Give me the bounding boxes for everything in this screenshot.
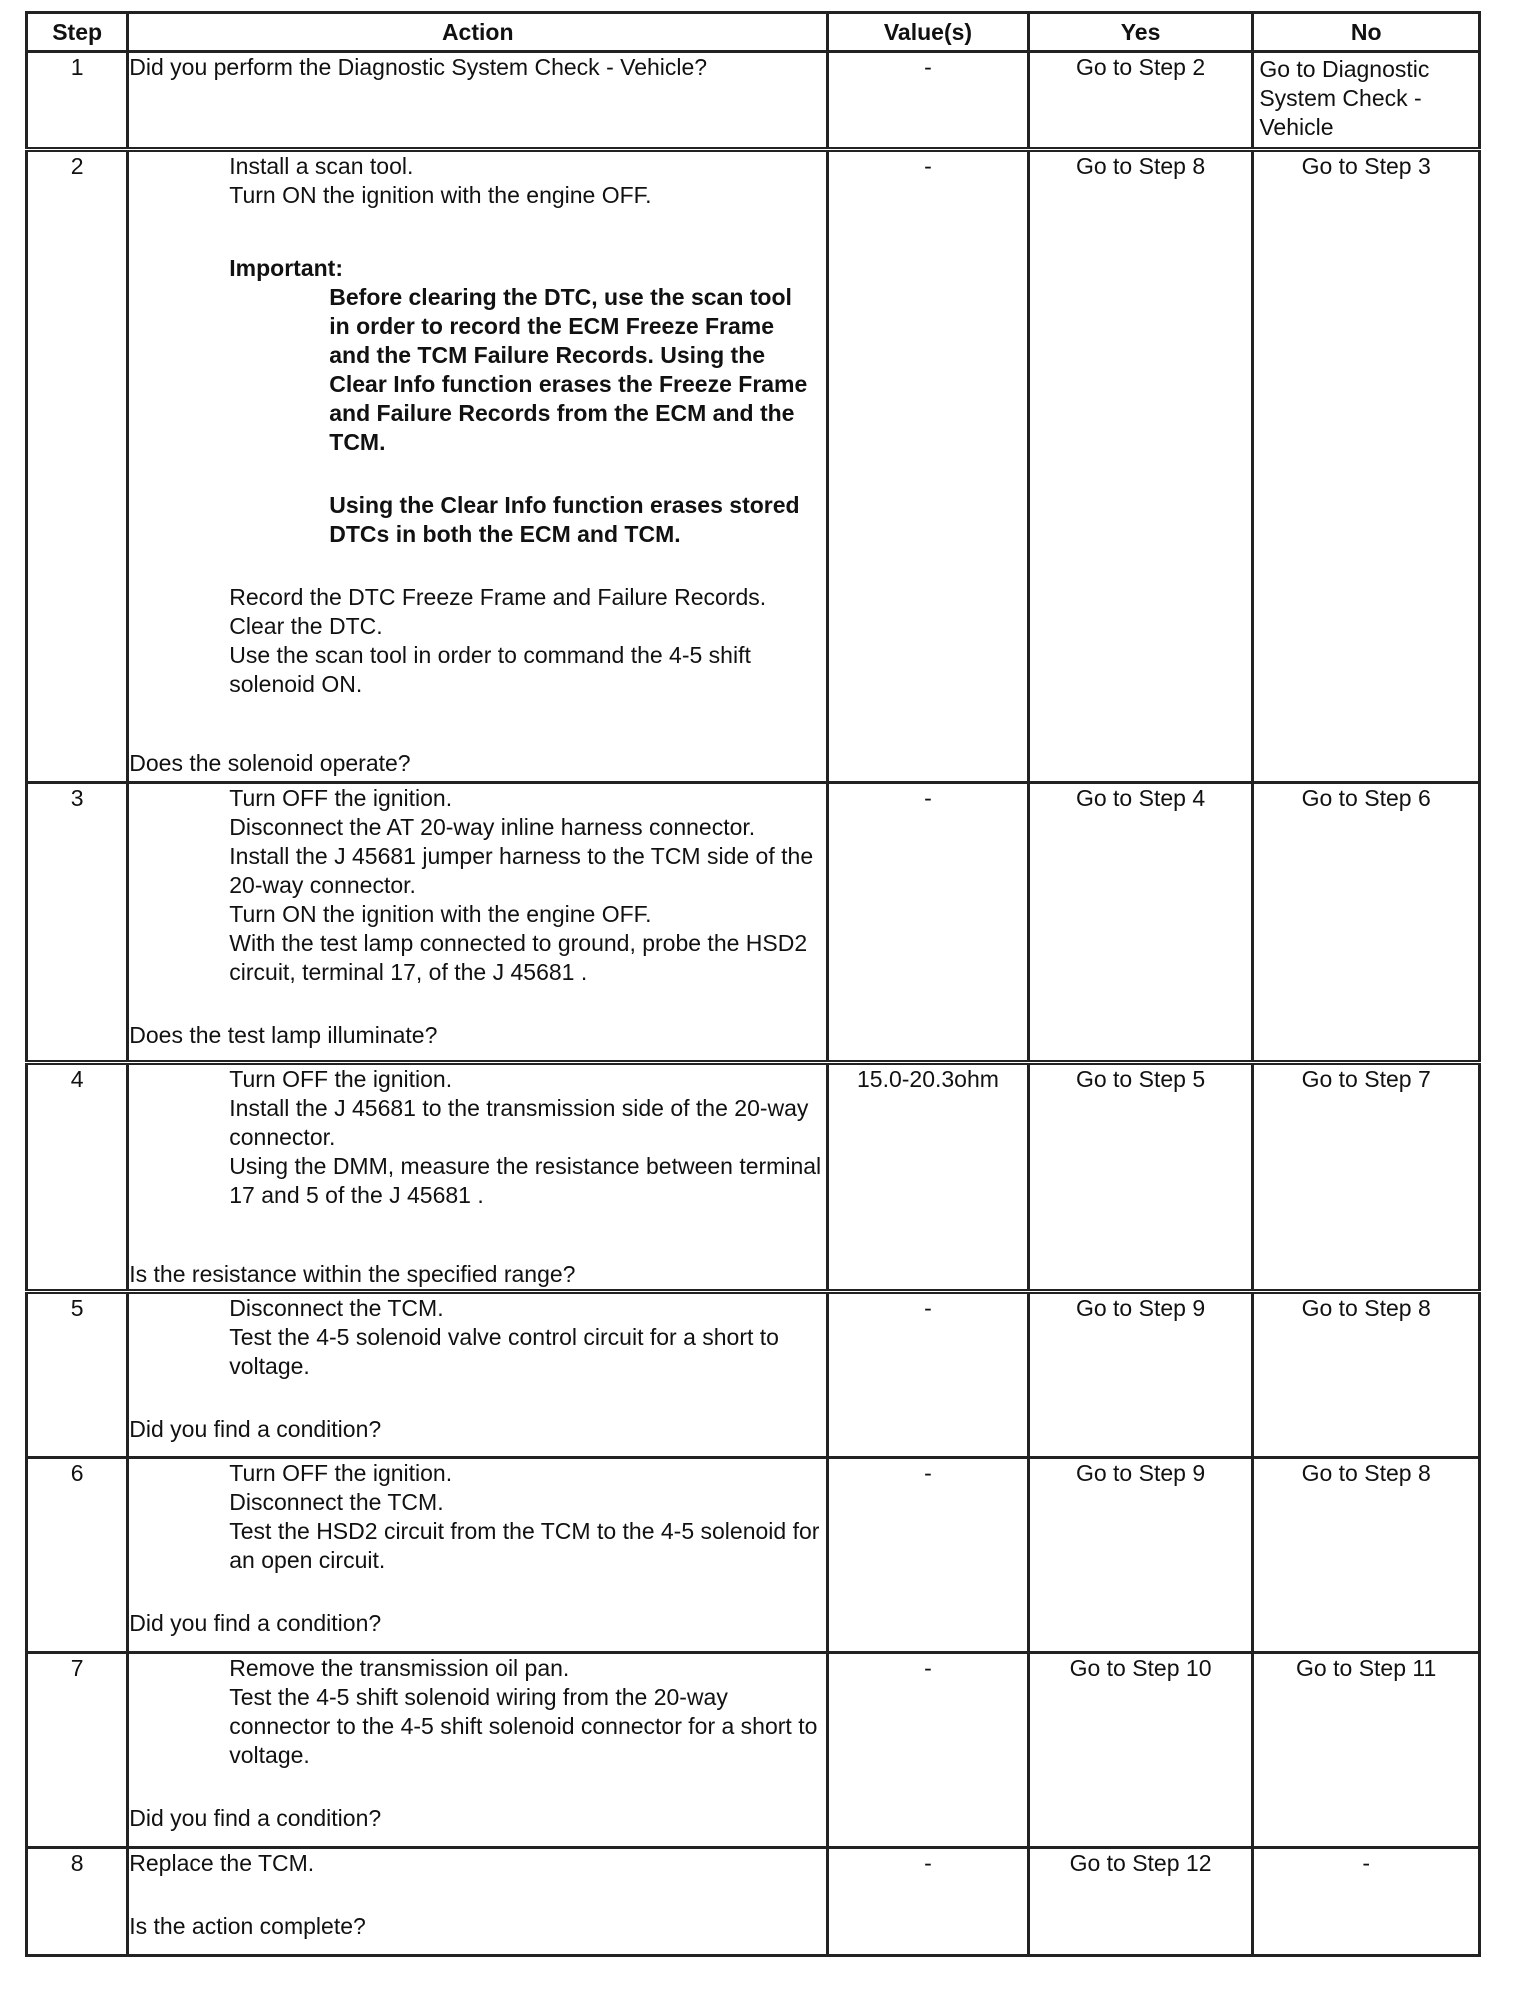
table-row <box>27 52 1480 150</box>
action-line: Install the J 45681 jumper harness to the TCM side of the 20-way connector. <box>229 843 814 898</box>
no-cell: - <box>1253 1848 1480 1956</box>
table-row <box>27 1653 1480 1848</box>
action-line: Install the J 45681 to the transmission side of the 20-way connector. <box>229 1095 809 1150</box>
yes-cell: Go to Step 8 <box>1028 150 1253 783</box>
action-line: Clear the DTC. <box>229 613 383 639</box>
step-number: 2 <box>27 150 128 783</box>
yes-cell: Go to Step 5 <box>1028 1063 1253 1292</box>
important-note: Before clearing the DTC, use the scan tool in order to record the ECM Freeze Frame and the TCM Failure Records. Using the Clear Info function erases the Freeze Frame and Failure Records from the ECM and the TCM. <box>329 284 808 455</box>
action-cell <box>128 1653 828 1848</box>
header-yes: Yes <box>1028 13 1253 52</box>
action-question: Did you find a condition? <box>129 1805 382 1831</box>
value-cell: - <box>828 52 1029 150</box>
value-cell: - <box>828 1653 1029 1848</box>
action-question: Does the test lamp illuminate? <box>129 1022 438 1048</box>
table-row <box>27 1063 1480 1292</box>
value-cell: - <box>828 783 1029 1063</box>
value-cell: - <box>828 1292 1029 1458</box>
yes-cell: Go to Step 2 <box>1028 52 1253 150</box>
important-note: Using the Clear Info function erases stored DTCs in both the ECM and TCM. <box>329 492 800 547</box>
value-cell: - <box>828 150 1029 783</box>
header-no: No <box>1253 13 1480 52</box>
yes-cell: Go to Step 12 <box>1028 1848 1253 1956</box>
action-line: Test the 4-5 shift solenoid wiring from the 20-way connector to the 4-5 shift solenoid connector for a short to voltage. <box>229 1684 818 1768</box>
action-question: Did you find a condition? <box>129 1610 382 1636</box>
no-cell: Go to Step 6 <box>1253 783 1480 1063</box>
action-cell <box>128 1292 828 1458</box>
action-cell <box>128 1848 828 1956</box>
no-cell: Go to Step 11 <box>1253 1653 1480 1848</box>
step-number: 4 <box>27 1063 128 1292</box>
step-number: 3 <box>27 783 128 1063</box>
action-line: Turn OFF the ignition. <box>229 1460 453 1486</box>
action-line: Replace the TCM. <box>129 1850 315 1876</box>
header-values: Value(s) <box>828 13 1029 52</box>
step-number: 6 <box>27 1458 128 1653</box>
no-cell: Go to Step 8 <box>1253 1458 1480 1653</box>
step-number: 7 <box>27 1653 128 1848</box>
action-cell <box>128 52 828 150</box>
action-cell <box>128 150 828 783</box>
action-line: Disconnect the TCM. <box>229 1295 444 1321</box>
no-cell: Go to Step 7 <box>1253 1063 1480 1292</box>
action-question: Did you find a condition? <box>129 1416 382 1442</box>
table-row <box>27 1458 1480 1653</box>
action-line: Use the scan tool in order to command the 4-5 shift solenoid ON. <box>229 642 751 697</box>
action-line: Test the HSD2 circuit from the TCM to the 4-5 solenoid for an open circuit. <box>229 1518 820 1573</box>
value-cell: 15.0-20.3ohm <box>828 1063 1029 1292</box>
action-line: Using the DMM, measure the resistance between terminal 17 and 5 of the J 45681 . <box>229 1153 822 1208</box>
action-line: Turn ON the ignition with the engine OFF. <box>229 182 652 208</box>
step-number: 8 <box>27 1848 128 1956</box>
important-label: Important: <box>229 255 343 281</box>
action-cell <box>128 1458 828 1653</box>
yes-cell: Go to Step 10 <box>1028 1653 1253 1848</box>
action-question: Is the action complete? <box>129 1913 366 1939</box>
header-action: Action <box>128 13 828 52</box>
action-line: With the test lamp connected to ground, probe the HSD2 circuit, terminal 17, of the J 45681 . <box>229 930 808 985</box>
action-line: Disconnect the TCM. <box>229 1489 444 1515</box>
yes-cell: Go to Step 4 <box>1028 783 1253 1063</box>
yes-cell: Go to Step 9 <box>1028 1458 1253 1653</box>
table-row <box>27 150 1480 783</box>
no-cell: Go to Step 8 <box>1253 1292 1480 1458</box>
action-cell <box>128 783 828 1063</box>
header-step: Step <box>27 13 128 52</box>
value-cell: - <box>828 1848 1029 1956</box>
action-line: Turn OFF the ignition. <box>229 1066 453 1092</box>
action-line: Turn OFF the ignition. <box>229 785 453 811</box>
no-cell: Go to Diagnostic System Check - Vehicle <box>1253 52 1480 150</box>
value-cell: - <box>828 1458 1029 1653</box>
action-question: Does the solenoid operate? <box>129 750 411 776</box>
header-row <box>27 13 1480 52</box>
table-row <box>27 1292 1480 1458</box>
no-cell: Go to Step 3 <box>1253 150 1480 783</box>
table-row <box>27 1848 1480 1956</box>
action-question: Is the resistance within the specified range? <box>129 1261 576 1287</box>
step-number: 5 <box>27 1292 128 1458</box>
action-line: Disconnect the AT 20-way inline harness connector. <box>229 814 756 840</box>
action-cell <box>128 1063 828 1292</box>
step-number: 1 <box>27 52 128 150</box>
diagnostic-table <box>25 11 1481 1957</box>
action-line: Remove the transmission oil pan. <box>229 1655 570 1681</box>
action-line: Install a scan tool. <box>229 153 414 179</box>
table-row <box>27 783 1480 1063</box>
action-question: Did you perform the Diagnostic System Check - Vehicle? <box>129 54 708 80</box>
action-line: Turn ON the ignition with the engine OFF. <box>229 901 652 927</box>
action-line: Record the DTC Freeze Frame and Failure Records. <box>229 584 767 610</box>
yes-cell: Go to Step 9 <box>1028 1292 1253 1458</box>
action-line: Test the 4-5 solenoid valve control circuit for a short to voltage. <box>229 1324 779 1379</box>
